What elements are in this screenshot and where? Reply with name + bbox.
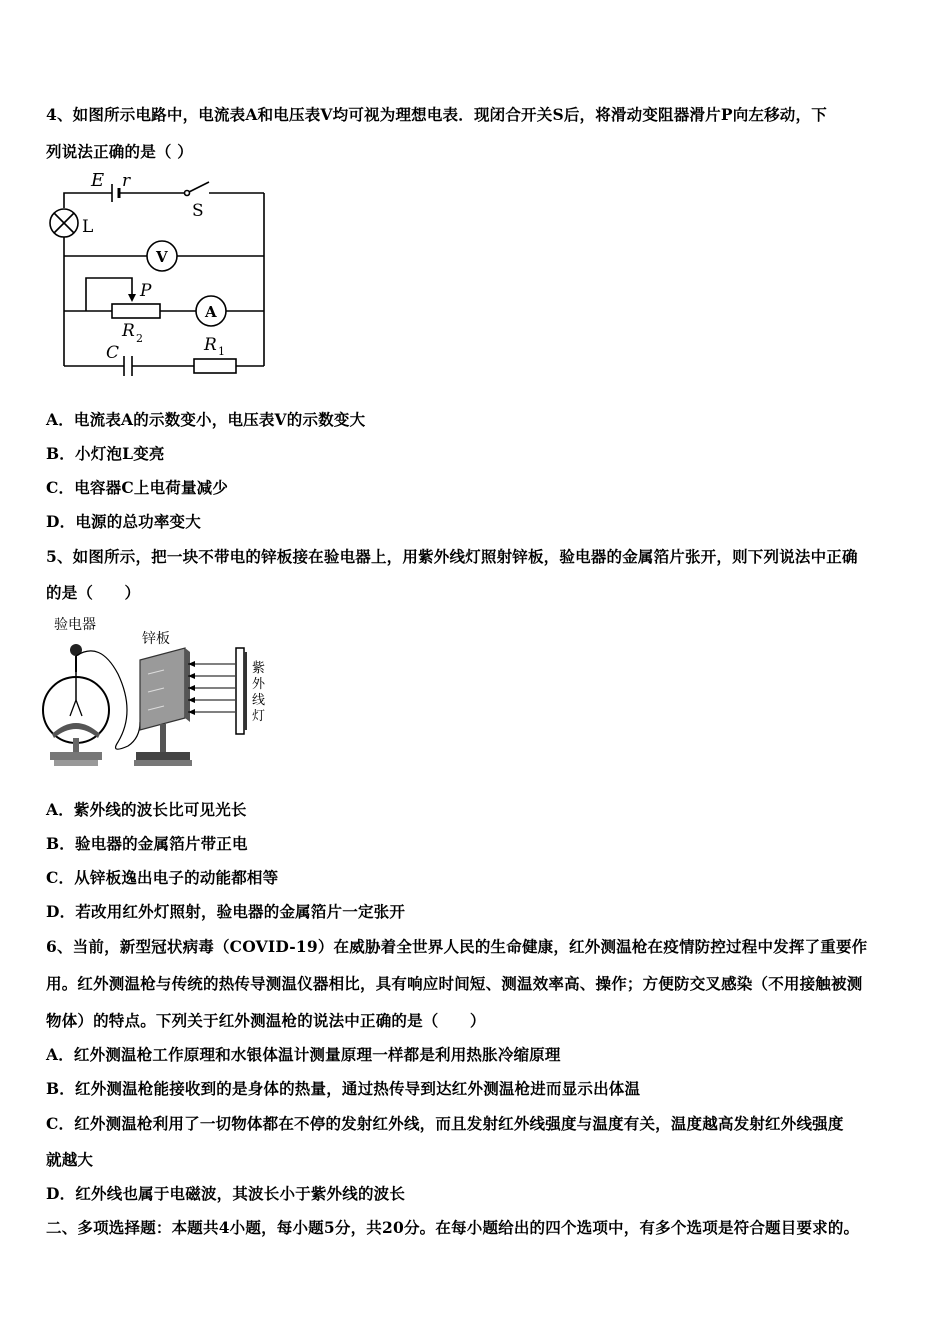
uv-lamp-label-char-4: 灯 (252, 709, 266, 724)
q4-option-d: D．电源的总功率变大 (46, 512, 201, 531)
slider-arrow-icon (128, 294, 136, 302)
label-L: L (82, 217, 94, 237)
uv-lamp-label-char-1: 紫 (252, 661, 266, 676)
label-E: E (91, 170, 105, 191)
q6-option-c-continued: 就越大 (46, 1150, 94, 1169)
ammeter-label: A (205, 303, 217, 321)
q6-option-c: C．红外测温枪利用了一切物体都在不停的发射红外线，而且发射红外线强度与温度有关，温度越高发射红外线强度 (46, 1114, 844, 1133)
q5-photoelectric-figure (40, 612, 280, 774)
q6-stem-line2: 用。红外测温枪与传统的热传导测温仪器相比，具有响应时间短、测温效率高、操作；方便防交叉感染（不用接触被测 (46, 974, 863, 993)
q6-stem-line1: 6、当前，新型冠状病毒（COVID-19）在威胁着全世界人民的生命健康，红外测温枪在疫情防控过程中发挥了重要作 (46, 937, 868, 956)
q5-option-a: A．紫外线的波长比可见光长 (46, 800, 247, 819)
q4-option-a: A．电流表A的示数变小，电压表V的示数变大 (46, 410, 366, 429)
label-r: r (122, 171, 131, 191)
q5-stem-line1: 5、如图所示，把一块不带电的锌板接在验电器上，用紫外线灯照射锌板，验电器的金属箔片张开，则下列说法中正确 (46, 547, 858, 566)
q4-option-c: C．电容器C上电荷量减少 (46, 478, 229, 497)
label-C: C (106, 343, 120, 363)
voltmeter-label: V (156, 248, 168, 266)
label-R1: R (204, 335, 217, 355)
q6-option-b: B．红外测温枪能接收到的是身体的热量，通过热传导到达红外测温枪进而显示出体温 (46, 1079, 641, 1098)
zinc-plate (134, 648, 192, 766)
q4-stem-line2: 列说法正确的是（ ） (46, 142, 193, 161)
q5-option-b: B．验电器的金属箔片带正电 (46, 834, 248, 853)
label-R2-subscript: 2 (136, 332, 143, 345)
section2-heading: 二、多项选择题：本题共4小题，每小题5分，共20分。在每小题给出的四个选项中，有多个选项是符合题目要求的。 (46, 1218, 860, 1237)
q6-option-a: A．红外测温枪工作原理和水银体温计测量原理一样都是利用热胀冷缩原理 (46, 1045, 561, 1064)
q6-stem-line3: 物体）的特点。下列关于红外测温枪的说法中正确的是（ ） (46, 1011, 486, 1030)
q4-circuit-diagram (44, 168, 274, 378)
uv-lamp-label-char-3: 线 (252, 693, 266, 708)
uv-lamp (236, 648, 247, 734)
uv-lamp-label-char-2: 外 (252, 677, 266, 692)
label-S: S (192, 201, 204, 221)
q4-option-b: B．小灯泡L变亮 (46, 444, 165, 463)
zinc-plate-label: 锌板 (142, 631, 170, 647)
q4-stem-line1: 4、如图所示电路中，电流表A和电压表V均可视为理想电表．现闭合开关S后，将滑动变阻器滑片P向左移动，下 (46, 105, 827, 124)
q5-option-d: D．若改用红外灯照射，验电器的金属箔片一定张开 (46, 902, 406, 921)
q5-stem-line2: 的是（ ） (46, 583, 141, 602)
label-R2: R (122, 321, 135, 341)
q5-option-c: C．从锌板逸出电子的动能都相等 (46, 868, 279, 887)
label-P: P (140, 281, 152, 301)
q6-option-d: D．红外线也属于电磁波，其波长小于紫外线的波长 (46, 1184, 406, 1203)
label-R1-subscript: 1 (218, 345, 225, 358)
uv-rays (188, 664, 235, 712)
electroscope-label: 验电器 (54, 617, 96, 633)
electroscope (43, 644, 109, 766)
